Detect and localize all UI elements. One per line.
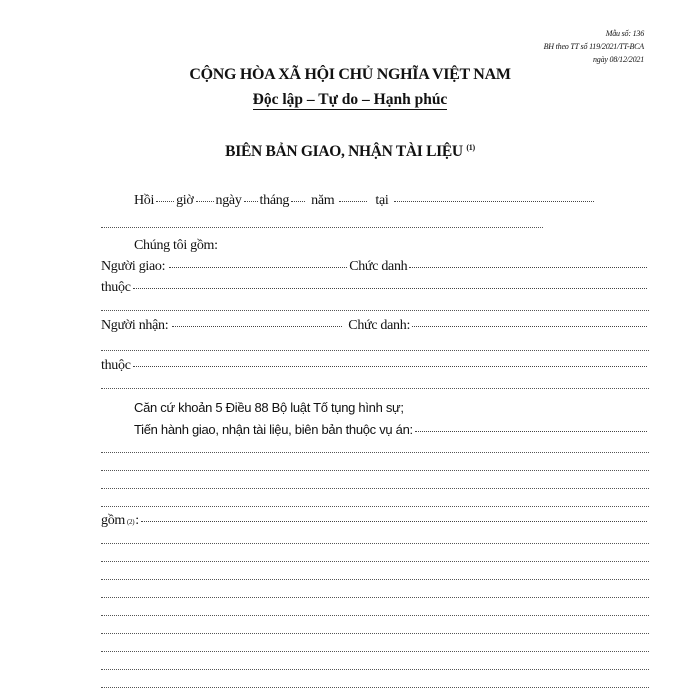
minute-field[interactable] bbox=[196, 201, 214, 202]
giver-unit-line bbox=[101, 280, 649, 296]
hour-label: Hồi bbox=[134, 193, 155, 208]
day-field[interactable] bbox=[244, 201, 258, 202]
intro-line bbox=[134, 238, 218, 254]
includes-line bbox=[101, 513, 649, 529]
form-code-block bbox=[544, 27, 644, 66]
country-name: CỘNG HÒA XÃ HỘI CHỦ NGHĨA VIỆT NAM bbox=[189, 66, 511, 83]
receiver-label: Người nhận: bbox=[101, 318, 169, 333]
giver-title-field[interactable] bbox=[409, 267, 647, 268]
case-line-1[interactable] bbox=[101, 452, 649, 453]
includes-footnote-mark: (2) bbox=[127, 518, 135, 526]
includes-line-8[interactable] bbox=[101, 669, 649, 670]
giver-unit-label: thuộc bbox=[101, 280, 131, 295]
giver-title-label: Chức danh bbox=[349, 259, 408, 274]
legal-basis-line bbox=[134, 400, 404, 415]
place-label: tại bbox=[375, 193, 389, 208]
case-label: Tiến hành giao, nhận tài liệu, biên bản thuộc vụ án: bbox=[134, 422, 413, 437]
includes-line-5[interactable] bbox=[101, 615, 649, 616]
hour-field[interactable] bbox=[156, 201, 174, 202]
case-line-3[interactable] bbox=[101, 488, 649, 489]
giver-label: Người giao: bbox=[101, 259, 166, 274]
year-field[interactable] bbox=[339, 201, 367, 202]
document-title-text: BIÊN BẢN GIAO, NHẬN TÀI LIỆU bbox=[225, 143, 463, 160]
receiver-unit-field[interactable] bbox=[133, 366, 647, 367]
minute-label: giờ bbox=[176, 193, 194, 208]
case-line bbox=[134, 422, 649, 437]
receiver-line bbox=[101, 318, 649, 334]
giver-line bbox=[101, 259, 649, 275]
receiver-unit-line bbox=[101, 358, 649, 374]
includes-line-6[interactable] bbox=[101, 633, 649, 634]
case-line-2[interactable] bbox=[101, 470, 649, 471]
includes-line-2[interactable] bbox=[101, 561, 649, 562]
title-footnote-mark: (1) bbox=[466, 143, 475, 152]
includes-colon: : bbox=[135, 513, 139, 528]
includes-line-9[interactable] bbox=[101, 687, 649, 688]
day-label: ngày bbox=[215, 193, 242, 208]
giver-unit-continuation[interactable] bbox=[101, 310, 649, 311]
legal-basis-text: Căn cứ khoản 5 Điều 88 Bộ luật Tố tụng hình sự; bbox=[134, 400, 404, 415]
document-title bbox=[0, 143, 700, 161]
form-issued-by: BH theo TT số 119/2021/TT-BCA bbox=[543, 42, 644, 51]
form-number: Mẫu số: 136 bbox=[605, 29, 644, 38]
receiver-unit-continuation[interactable] bbox=[101, 388, 649, 389]
includes-line-4[interactable] bbox=[101, 597, 649, 598]
case-line-4[interactable] bbox=[101, 506, 649, 507]
includes-field[interactable] bbox=[141, 521, 647, 522]
receiver-extra-line[interactable] bbox=[101, 350, 649, 351]
place-continuation-line[interactable] bbox=[101, 227, 543, 228]
form-date: ngày 08/12/2021 bbox=[593, 55, 644, 64]
motto bbox=[0, 91, 700, 109]
month-field[interactable] bbox=[291, 201, 305, 202]
motto-text: Độc lập – Tự do – Hạnh phúc bbox=[252, 91, 448, 108]
receiver-title-field[interactable] bbox=[412, 326, 647, 327]
case-field[interactable] bbox=[415, 431, 647, 432]
includes-line-1[interactable] bbox=[101, 543, 649, 544]
includes-label: gồm bbox=[101, 513, 125, 528]
place-field[interactable] bbox=[394, 201, 594, 202]
intro-text: Chúng tôi gồm: bbox=[134, 238, 218, 253]
includes-line-7[interactable] bbox=[101, 651, 649, 652]
month-label: tháng bbox=[259, 193, 290, 208]
year-label: năm bbox=[311, 193, 335, 208]
receiver-name-field[interactable] bbox=[172, 326, 342, 327]
giver-unit-field[interactable] bbox=[133, 288, 647, 289]
time-place-line bbox=[134, 193, 596, 209]
receiver-unit-label: thuộc bbox=[101, 358, 131, 373]
giver-name-field[interactable] bbox=[169, 267, 347, 268]
receiver-title-label: Chức danh: bbox=[348, 318, 411, 333]
includes-line-3[interactable] bbox=[101, 579, 649, 580]
